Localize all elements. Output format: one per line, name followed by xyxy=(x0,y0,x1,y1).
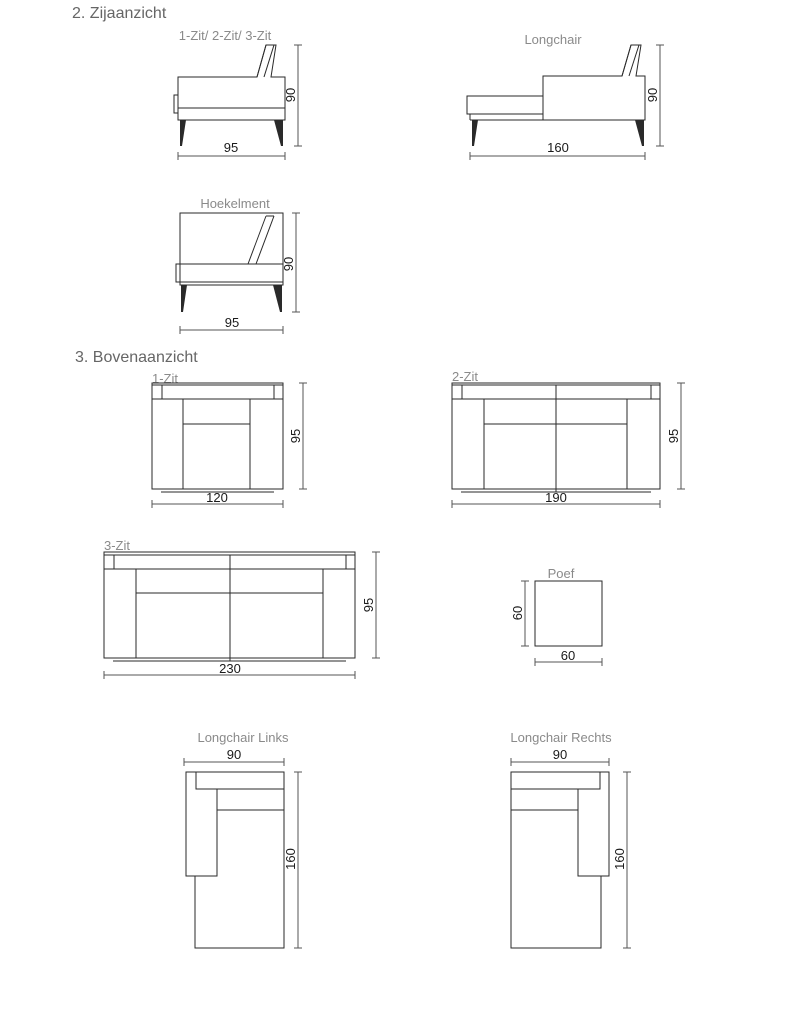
longchair-seat-extension xyxy=(467,96,543,114)
two-seater-left-arm xyxy=(452,399,484,489)
one-seater-label: 1-Zit xyxy=(152,371,178,386)
corner-seat-cushion xyxy=(176,264,283,282)
three-seater-left-arm xyxy=(104,569,136,658)
longchair-left-depth-label: 160 xyxy=(283,848,298,870)
longchair-left-outline xyxy=(186,772,284,948)
longchair-left-backrest xyxy=(196,772,284,789)
seater-side-view xyxy=(174,28,302,160)
two-seater-depth-label: 95 xyxy=(666,428,681,444)
corner-width-label: 95 xyxy=(224,315,240,330)
two-seater-top-view xyxy=(452,369,685,508)
pouf-depth-label: 60 xyxy=(510,605,525,621)
longchair-right-backrest xyxy=(511,772,600,789)
corner-side-body xyxy=(180,213,283,285)
longchair-left-arm xyxy=(186,772,217,876)
corner-height-label: 90 xyxy=(281,256,296,272)
pouf-top-view xyxy=(510,566,602,666)
corner-side-label: Hoekelment xyxy=(200,196,270,211)
seater-width-label: 95 xyxy=(223,140,239,155)
two-seater-right-arm xyxy=(627,399,660,489)
three-seater-label: 3-Zit xyxy=(104,538,130,553)
seater-side-label: 1-Zit/ 2-Zit/ 3-Zit xyxy=(178,28,272,43)
seater-height-label: 90 xyxy=(283,87,298,103)
pouf-outline xyxy=(535,581,602,646)
top-view-heading: 3. Bovenaanzicht xyxy=(75,349,198,366)
longchair-right-outline xyxy=(511,772,609,948)
three-seater-depth-label: 95 xyxy=(361,597,376,613)
longchair-back-leg xyxy=(635,120,644,146)
longchair-right-top-view xyxy=(510,730,631,948)
side-view-heading: 2. Zijaanzicht xyxy=(72,5,167,22)
seater-side-arm-detail xyxy=(174,95,178,113)
longchair-side-view xyxy=(467,32,664,160)
pouf-label: Poef xyxy=(547,566,575,581)
seater-front-leg xyxy=(180,120,186,146)
longchair-back-section xyxy=(543,45,645,120)
corner-front-leg xyxy=(181,285,187,312)
one-seater-depth-label: 95 xyxy=(288,428,303,444)
longchair-left-label: Longchair Links xyxy=(197,730,289,745)
one-seater-left-arm xyxy=(152,399,183,489)
seater-side-body xyxy=(178,45,285,120)
longchair-width-label: 160 xyxy=(547,140,569,155)
longchair-right-arm xyxy=(578,772,609,876)
seater-back-leg xyxy=(274,120,283,146)
longchair-left-top-view xyxy=(184,730,302,948)
three-seater-top-view xyxy=(104,538,380,679)
longchair-right-depth-label: 160 xyxy=(612,848,627,870)
one-seater-width-label: 120 xyxy=(206,490,228,505)
longchair-right-label: Longchair Rechts xyxy=(510,730,612,745)
corner-side-view xyxy=(176,196,300,334)
two-seater-label: 2-Zit xyxy=(452,369,478,384)
longchair-side-label: Longchair xyxy=(524,32,582,47)
corner-back-leg xyxy=(273,285,282,312)
longchair-front-leg xyxy=(472,120,478,146)
one-seater-backrest xyxy=(162,385,274,399)
two-seater-width-label: 190 xyxy=(545,490,567,505)
three-seater-width-label: 230 xyxy=(219,661,241,676)
one-seater-right-arm xyxy=(250,399,283,489)
three-seater-right-arm xyxy=(323,569,355,658)
one-seater-top-view xyxy=(152,371,307,508)
longchair-height-label: 90 xyxy=(645,87,660,103)
longchair-right-width-label: 90 xyxy=(552,747,568,762)
longchair-left-width-label: 90 xyxy=(226,747,242,762)
pouf-width-label: 60 xyxy=(560,648,576,663)
